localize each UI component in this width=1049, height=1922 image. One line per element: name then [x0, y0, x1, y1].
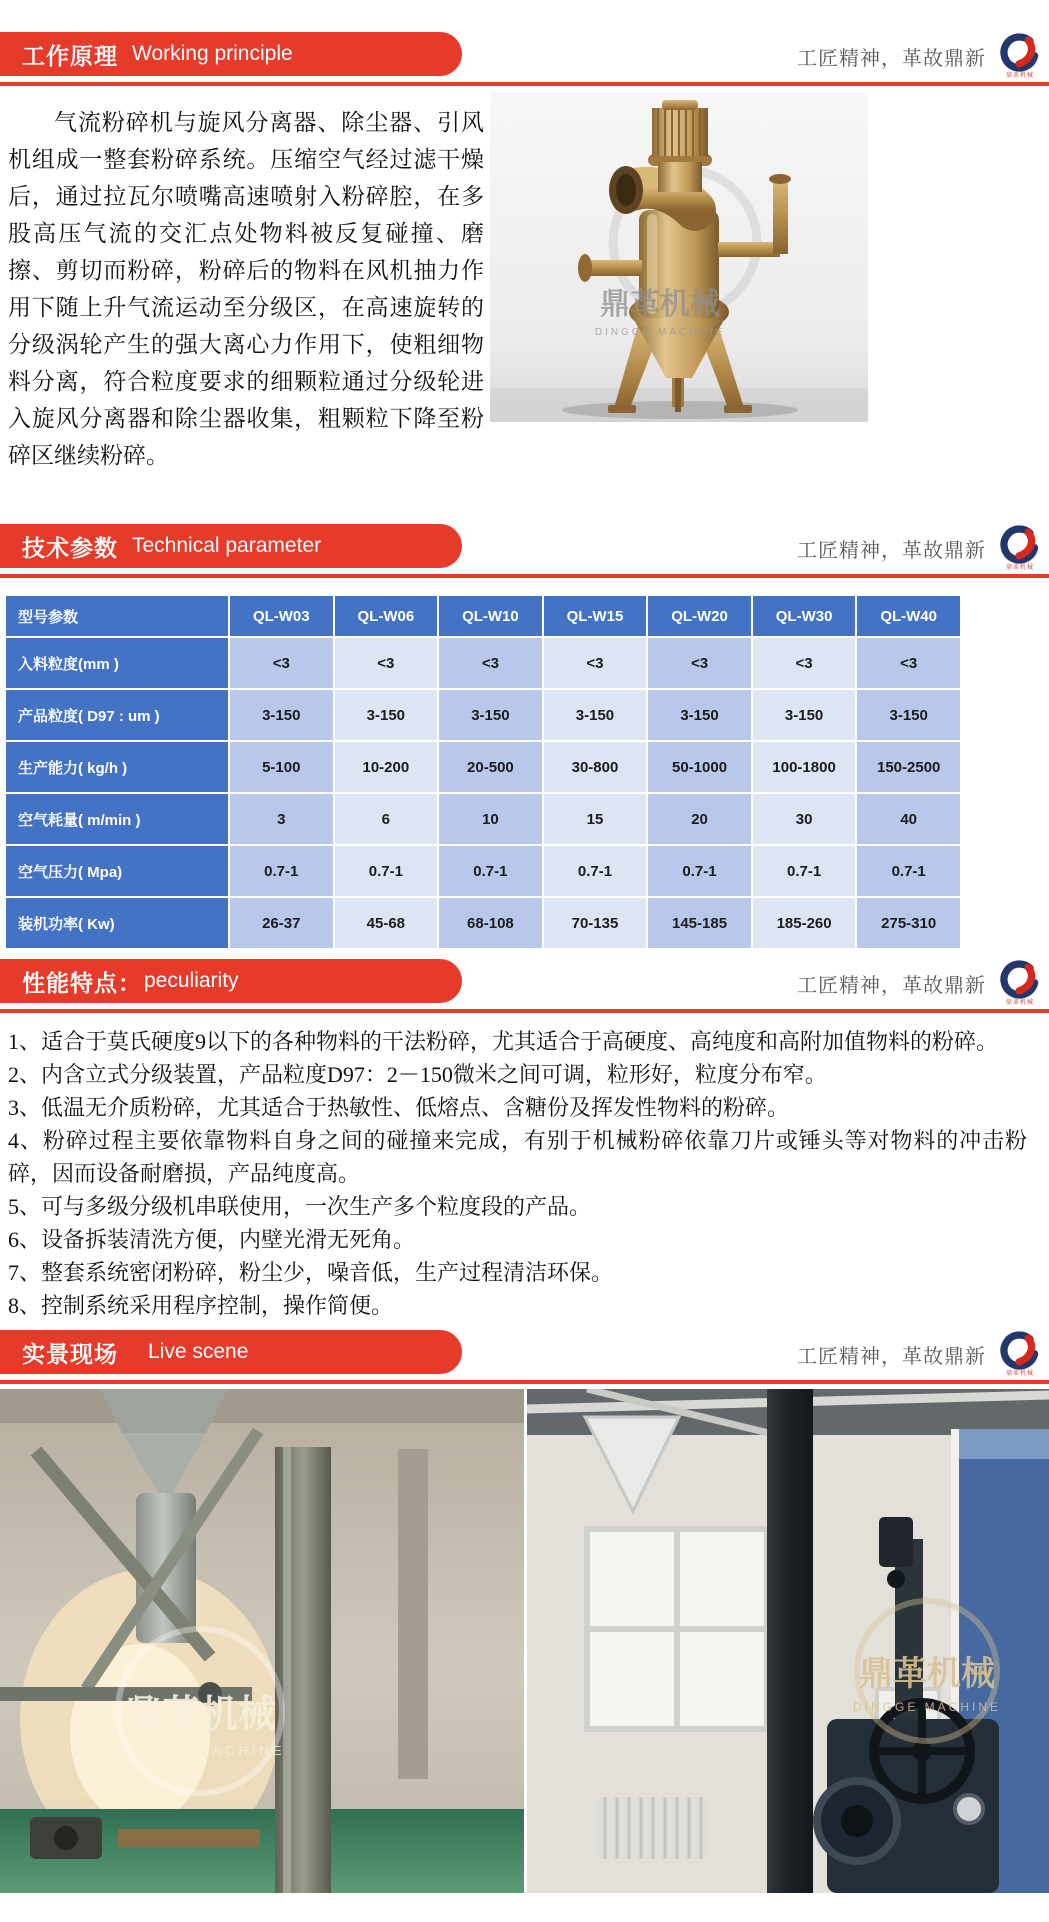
table-cell: 150-2500 [857, 742, 960, 792]
divider-line [0, 574, 1049, 578]
working-principle-content [0, 92, 1049, 474]
section-header-working-principle [0, 32, 1049, 86]
feature-list [0, 1025, 1033, 1322]
table-cell: 15 [544, 794, 647, 844]
header-brand-area [797, 524, 1043, 572]
table-cell: 275-310 [857, 898, 960, 948]
table-cell: <3 [857, 638, 960, 688]
section-header-live-scene [0, 1330, 1049, 1384]
section-title-zh: 性能特点： [22, 969, 142, 996]
section-title-en: Working principle [132, 42, 293, 65]
table-cell: <3 [753, 638, 856, 688]
logo-caption: 鼎革机械 [1005, 999, 1034, 1006]
table-cell: <3 [439, 638, 542, 688]
table-cell: 68-108 [439, 898, 542, 948]
section-ribbon [0, 32, 462, 76]
table-cell: 10 [439, 794, 542, 844]
brand-slogan: 工匠精神，革故鼎新 [797, 1345, 986, 1368]
table-cell: 40 [857, 794, 960, 844]
gd-logo-icon [1000, 960, 1040, 1000]
header-brand-area [797, 1330, 1043, 1378]
table-cell: 3-150 [230, 690, 333, 740]
header-brand-area [797, 32, 1043, 80]
watermark-text-cn: 鼎革机械 [859, 1656, 995, 1693]
row-label: 入料粒度(mm ) [6, 638, 228, 688]
table-cell: 3-150 [335, 690, 438, 740]
row-label: 装机功率( Kw) [6, 898, 228, 948]
header-brand-area [797, 959, 1043, 1007]
section-title-zh: 技术参数 [22, 534, 118, 561]
model-column-header: QL-W06 [335, 596, 438, 636]
feature-item: 4、粉碎过程主要依靠物料自身之间的碰撞来完成，有别于机械粉碎依靠刀片或锤头等对物料的冲击粉碎，因而设备耐磨损，产品纯度高。 [8, 1128, 1027, 1186]
table-cell: 0.7-1 [335, 846, 438, 896]
model-column-header: QL-W03 [230, 596, 333, 636]
section-ribbon [0, 959, 462, 1003]
feature-item: 7、整套系统密闭粉碎，粉尘少，噪音低，生产过程清洁环保。 [8, 1260, 614, 1285]
table-cell: <3 [335, 638, 438, 688]
watermark-text-en: DINGGE MACHINE [114, 1743, 286, 1758]
table-row-air-consumption [6, 794, 960, 844]
watermark-text-en: DINGGE MACHINE [852, 1700, 1002, 1714]
jet-mill-render [490, 92, 868, 422]
table-cell: 6 [335, 794, 438, 844]
watermark-text-cn: 鼎革机械 [600, 288, 720, 321]
table-cell: 0.7-1 [230, 846, 333, 896]
gd-logo-icon [1000, 525, 1040, 565]
divider-line [0, 1380, 1049, 1384]
row-label: 生产能力( kg/h ) [6, 742, 228, 792]
table-row-capacity [6, 742, 960, 792]
brand-logo [997, 960, 1043, 1007]
model-column-header: QL-W10 [439, 596, 542, 636]
table-corner-label: 型号参数 [6, 596, 228, 636]
table-cell: 145-185 [648, 898, 751, 948]
working-principle-paragraph: 气流粉碎机与旋风分离器、除尘器、引风机组成一整套粉碎系统。压缩空气经过滤干燥后，通过拉瓦尔喷嘴高速喷射入粉碎腔，在多股高压气流的交汇点处物料被反复碰撞、磨擦、剪切而粉碎，粉碎后的物料在风机抽力作用下随上升气流运动至分级区，在高速旋转的分级涡轮产生的强大离心力作用下，使粗细物料分离，符合粒度要求的细颗粒通过分级轮进入旋风分离器和除尘器收集，粗颗粒下降至粉碎区继续粉碎。 [8, 110, 484, 468]
brand-slogan: 工匠精神，革故鼎新 [797, 539, 986, 562]
live-photo-right [527, 1389, 1049, 1893]
section-title-en: Technical parameter [132, 534, 322, 557]
table-cell: 26-37 [230, 898, 333, 948]
row-label: 空气压力( Mpa) [6, 846, 228, 896]
brand-logo [997, 1331, 1043, 1378]
model-column-header: QL-W20 [648, 596, 751, 636]
table-cell: 3-150 [753, 690, 856, 740]
feature-item: 5、可与多级分级机串联使用，一次生产多个粒度段的产品。 [8, 1194, 592, 1219]
table-cell: 30 [753, 794, 856, 844]
table-cell: <3 [648, 638, 751, 688]
table-cell: 0.7-1 [544, 846, 647, 896]
live-photo-left [0, 1389, 524, 1893]
table-cell: <3 [230, 638, 333, 688]
brand-logo [997, 33, 1043, 80]
table-cell: 50-1000 [648, 742, 751, 792]
table-cell: 0.7-1 [753, 846, 856, 896]
table-cell: 45-68 [335, 898, 438, 948]
model-column-header: QL-W30 [753, 596, 856, 636]
table-cell: 100-1800 [753, 742, 856, 792]
row-label: 产品粒度( D97 : um ) [6, 690, 228, 740]
section-header-peculiarity [0, 959, 1049, 1013]
table-cell: 3-150 [857, 690, 960, 740]
divider-line [0, 82, 1049, 86]
section-title-en: Live scene [148, 1340, 249, 1363]
divider-line [0, 1009, 1049, 1013]
feature-item: 3、低温无介质粉碎，尤其适合于热敏性、低熔点、含糖份及挥发性物料的粉碎。 [8, 1095, 790, 1120]
table-row-air-pressure [6, 846, 960, 896]
table-cell: 10-200 [335, 742, 438, 792]
gd-logo-icon [1000, 33, 1040, 73]
render-watermark [595, 288, 725, 338]
table-cell: 20-500 [439, 742, 542, 792]
table-cell: 3-150 [439, 690, 542, 740]
brand-slogan: 工匠精神，革故鼎新 [797, 47, 986, 70]
feature-item: 8、控制系统采用程序控制，操作简便。 [8, 1293, 394, 1318]
table-cell: 70-135 [544, 898, 647, 948]
logo-caption: 鼎革机械 [1005, 1370, 1034, 1377]
table-row-feed-size [6, 638, 960, 688]
watermark-text-cn: 鼎革机械 [123, 1694, 277, 1736]
technical-parameter-table [4, 594, 962, 950]
table-row-product-size [6, 690, 960, 740]
table-cell: 3-150 [544, 690, 647, 740]
product-render-image [490, 92, 868, 422]
table-cell: 3 [230, 794, 333, 844]
logo-caption: 鼎革机械 [1005, 564, 1034, 571]
live-scene-photos [0, 1389, 1049, 1893]
table-row-installed-power [6, 898, 960, 948]
section-ribbon [0, 1330, 462, 1374]
feature-item: 1、适合于莫氏硬度9以下的各种物料的干法粉碎，尤其适合于高硬度、高纯度和高附加值物料的粉碎。 [8, 1029, 999, 1054]
section-ribbon [0, 524, 462, 568]
section-title-zh: 工作原理 [22, 42, 118, 69]
watermark-text-en: DINGGE MACHINE [594, 327, 726, 338]
table-cell: 30-800 [544, 742, 647, 792]
brand-logo [997, 525, 1043, 572]
table-cell: 0.7-1 [857, 846, 960, 896]
model-column-header: QL-W40 [857, 596, 960, 636]
section-title-en: peculiarity [144, 969, 239, 992]
table-cell: <3 [544, 638, 647, 688]
table-cell: 0.7-1 [439, 846, 542, 896]
table-cell: 3-150 [648, 690, 751, 740]
feature-item: 2、内含立式分级装置，产品粒度D97：2－150微米之间可调，粒形好，粒度分布窄。 [8, 1062, 827, 1087]
table-cell: 185-260 [753, 898, 856, 948]
row-label: 空气耗量( m/min ) [6, 794, 228, 844]
table-cell: 20 [648, 794, 751, 844]
table-header-row [6, 596, 960, 636]
table-cell: 5-100 [230, 742, 333, 792]
feature-item: 6、设备拆装清洗方便，内壁光滑无死角。 [8, 1227, 416, 1252]
brand-slogan: 工匠精神，革故鼎新 [797, 974, 986, 997]
table-cell: 0.7-1 [648, 846, 751, 896]
section-header-technical-parameter [0, 524, 1049, 578]
model-column-header: QL-W15 [544, 596, 647, 636]
section-title-zh: 实景现场 [22, 1340, 118, 1367]
gd-logo-icon [1000, 1331, 1040, 1371]
logo-caption: 鼎革机械 [1005, 72, 1034, 79]
